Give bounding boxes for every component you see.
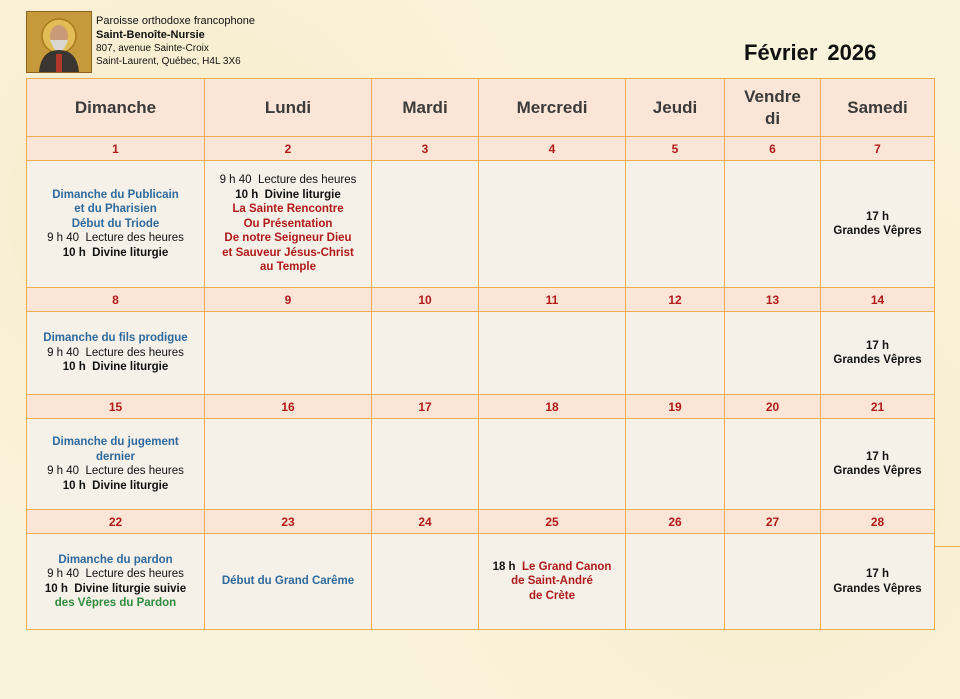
sunday-title-line: Dimanche du fils prodigue [43,332,188,345]
canon-time: 18 h [492,560,516,573]
decorative-line [934,546,960,547]
date-cell: 7 [821,137,935,161]
dow-saturday: Samedi [821,79,935,137]
date-cell: 3 [372,137,479,161]
empty-day-cell [372,161,479,288]
canon-line: Le Grand Canon [521,560,612,573]
feast-line: au Temple [259,261,317,274]
saturday-events [821,161,935,288]
date-cell: 19 [626,395,725,419]
date-cell: 9 [205,288,372,312]
empty-day-cell [626,312,725,395]
date-cell: 10 [372,288,479,312]
dow-wednesday: Mercredi [479,79,626,137]
dow-thursday: Jeudi [626,79,725,137]
vespers-label: Grandes Vêpres [833,465,922,477]
dow-friday: Vendredi [725,79,821,137]
sunday-title-line: dernier [96,450,135,463]
calendar-grid [26,78,935,630]
vespers-time: 17 h [865,568,889,580]
lent-note: Début du Grand Carême [221,575,355,588]
month-title [744,40,876,66]
date-cell: 24 [372,510,479,534]
date-cell: 16 [205,395,372,419]
empty-day-cell [205,312,372,395]
parish-name-line1: Paroisse orthodoxe francophone [96,15,255,27]
date-cell: 27 [725,510,821,534]
event-row [27,534,935,630]
empty-day-cell [725,419,821,510]
feast-line: et Sauveur Jésus-Christ [222,246,354,259]
date-cell: 21 [821,395,935,419]
empty-day-cell [479,312,626,395]
sunday-title-line: Dimanche du pardon [58,553,173,566]
feast-line: Ou Présentation [243,217,333,230]
saturday-events [821,419,935,510]
service-line: 9 h 40 Lecture des heures [47,568,184,580]
service-line: 9 h 40 Lecture des heures [47,346,184,359]
empty-day-cell [372,534,479,630]
date-row [27,137,935,161]
sunday-events [27,419,205,510]
day-of-week-header [27,79,935,137]
dow-sunday: Dimanche [27,79,205,137]
event-row [27,161,935,288]
service-line: 10 h Divine liturgie [62,361,169,374]
dow-monday: Lundi [205,79,372,137]
empty-day-cell [479,419,626,510]
date-row [27,395,935,419]
date-cell: 23 [205,510,372,534]
parish-name-line2: Saint-Benoîte-Nursie [96,29,205,41]
empty-day-cell [626,534,725,630]
service-line: 9 h 40 Lecture des heures [47,465,184,477]
date-cell: 18 [479,395,626,419]
service-line: 9 h 40 Lecture des heures [47,232,184,245]
empty-day-cell [725,534,821,630]
empty-day-cell [205,419,372,510]
vespers-label: Grandes Vêpres [833,225,922,237]
date-cell: 22 [27,510,205,534]
empty-day-cell [725,161,821,288]
date-cell: 14 [821,288,935,312]
vespers-label: Grandes Vêpres [833,582,922,595]
sunday-title-line: Dimanche du jugement [52,436,179,448]
feast-line: La Sainte Rencontre [232,203,344,216]
vespers-note: des Vêpres du Pardon [54,597,177,609]
vespers-time: 17 h [865,339,889,352]
service-line: 10 h Divine liturgie [62,246,169,259]
saint-icon-image [26,11,92,73]
canon-line: de Saint-André [511,575,593,588]
parish-header [96,14,255,68]
date-row [27,288,935,312]
monday-events [205,161,372,288]
date-cell: 28 [821,510,935,534]
date-cell: 1 [27,137,205,161]
event-row [27,419,935,510]
empty-day-cell [372,419,479,510]
event-row [27,312,935,395]
date-cell: 13 [725,288,821,312]
sunday-title-line: Dimanche du Publicain [52,188,179,201]
date-cell: 17 [372,395,479,419]
sunday-events [27,312,205,395]
empty-day-cell [725,312,821,395]
date-cell: 8 [27,288,205,312]
empty-day-cell [626,419,725,510]
date-cell: 4 [479,137,626,161]
date-cell: 15 [27,395,205,419]
address-line2: Saint-Laurent, Québec, H4L 3X6 [96,56,241,67]
date-cell: 2 [205,137,372,161]
empty-day-cell [372,312,479,395]
dow-tuesday: Mardi [372,79,479,137]
service-line: 9 h 40 Lecture des heures [219,174,357,187]
vespers-label: Grandes Vêpres [833,354,922,366]
service-line: 10 h Divine liturgie [62,479,169,492]
month-name: Février [744,40,818,65]
saturday-events [821,534,935,630]
date-cell: 20 [725,395,821,419]
vespers-time: 17 h [865,210,889,223]
feast-line: De notre Seigneur Dieu [224,232,352,245]
date-cell: 5 [626,137,725,161]
sunday-title-line: Début du Triode [71,217,160,230]
date-cell: 12 [626,288,725,312]
date-cell: 25 [479,510,626,534]
service-line: 10 h Divine liturgie suivie [44,582,187,595]
vespers-time: 17 h [865,450,889,463]
address-line1: 807, avenue Sainte-Croix [96,43,209,54]
empty-day-cell [626,161,725,288]
date-cell: 6 [725,137,821,161]
saint-portrait-icon [27,12,91,72]
sunday-events [27,161,205,288]
wednesday-events [479,534,626,630]
empty-day-cell [479,161,626,288]
monday-events [205,534,372,630]
service-line: 10 h Divine liturgie [235,188,341,201]
date-row [27,510,935,534]
sunday-events [27,534,205,630]
date-cell: 11 [479,288,626,312]
sunday-title-line: et du Pharisien [74,203,157,216]
year: 2026 [827,40,877,65]
date-cell: 26 [626,510,725,534]
saturday-events [821,312,935,395]
canon-line: de Crète [528,589,576,602]
